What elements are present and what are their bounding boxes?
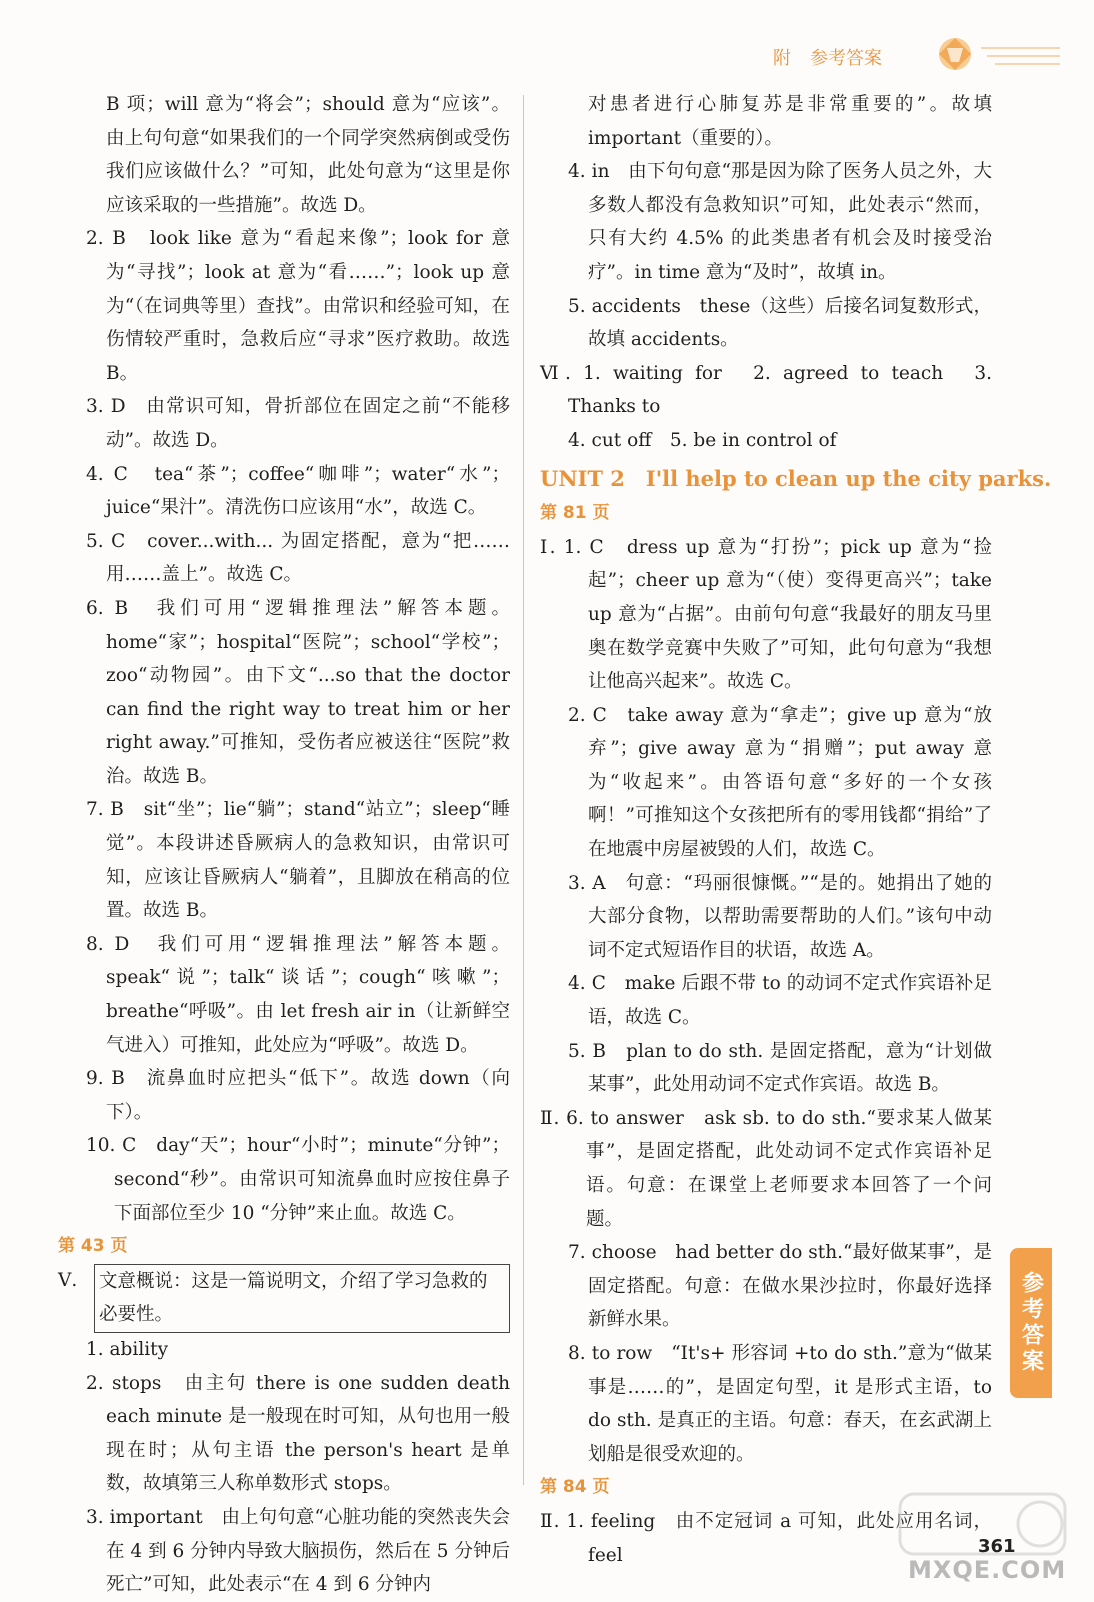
section-heading: 第 43 页 [58,1236,128,1257]
answer-item: 6. B 我们可用“逻辑推理法”解答本题。home“家”；hospital“医院”；school“学校”；zoo“动物园”。由下文“...so that the doctor can find the right way to treat him or her right away.”可推知，受伤者应被送往“医院”救治。故选 B。 [86,597,510,787]
answer-item: Ⅱ. 1. feeling 由不定冠词 a 可知，此处应用名词，feel [540,1510,992,1566]
answer-item: 7. choose had better do sth.“最好做某事”，是固定搭配。句意：在做水果沙拉时，你最好选择新鲜水果。 [568,1242,992,1331]
answer-item: 9. B 流鼻血时应把头“低下”。故选 down（向下）。 [86,1068,510,1123]
answer-item: 5. accidents these（这些）后接名词复数形式，故填 accidents。 [568,295,992,351]
answer-item: 10. C day“天”；hour“小时”；minute“分钟”；second“秒”。由常识可知流鼻血时应按住鼻子下面部位至少 10 “分钟”来止血。故选 C。 [86,1135,510,1224]
header-appendix-label: 附 [773,48,791,69]
answer-item: Ⅵ. 1. waiting for 2. agreed to teach 3. Thanks to [540,362,992,418]
answer-item: 3. D 由常识可知，骨折部位在固定之前“不能移动”。故选 D。 [86,396,510,451]
answer-item: 4. C make 后跟不带 to 的动词不定式作宾语补足语，故选 C。 [568,973,992,1029]
answer-item: 2. stops 由主句 there is one sudden death each minute 是一般现在时可知，从句也用一般现在时；从句主语 the person's heart 是单数，故填第三人称单数形式 stops。 [86,1372,510,1495]
answer-item: 4. C tea“茶”；coffee“咖啡”；water“水”；juice“果汁”。清洗伤口应该用“水”，故选 C。 [86,463,510,519]
answer-item: 5. B plan to do sth. 是固定搭配，意为“计划做某事”，此处用动词不定式作宾语。故选 B。 [568,1040,992,1096]
answer-item: 5. C cover...with... 为固定搭配，意为“把……用……盖上”。故选 C。 [86,530,510,586]
answer-item: 4. in 由下句句意“那是因为除了医务人员之外，大多数人都没有急救知识”可知，此处表示“然而，只有大约 4.5% 的此类患者有机会及时接受治疗”。in time 意为“及时”，故填 in。 [568,161,992,283]
column-divider [523,95,524,1485]
answer-item: 1. ability [86,1338,169,1360]
answer-item: 7. B sit“坐”；lie“躺”；stand“站立”；sleep“睡觉”。本段讲述昏厥病人的急救知识，由常识可知，应该让昏厥病人“躺着”，且脚放在稍高的位置。故选 B。 [86,799,510,922]
header-ornament-icon [925,30,1065,78]
answer-item: 对患者进行心肺复苏是非常重要的”。故填 important（重要的）。 [588,94,992,149]
summary-box [58,1264,510,1333]
header-title: 参考答案 [810,48,882,69]
answer-item: 3. important 由上句句意“心脏功能的突然丧失会在 4 到 6 分钟内导致大脑损伤，然后在 5 分钟后死亡”可知，此处表示“在 4 到 6 分钟内 [86,1506,510,1596]
summary-text: 文意概说：这是一篇说明文，介绍了学习急救的必要性。 [94,1264,510,1333]
answer-item: 8. D 我们可用“逻辑推理法”解答本题。speak“说”；talk“谈话”；cough“咳嗽”；breathe“呼吸”。由 let fresh air in（让新鲜空气进入）可推知，此处应为“呼吸”。故选 D。 [86,933,510,1056]
answer-item: 3. A 句意：“玛丽很慷慨。”“是的。她捐出了她的大部分食物，以帮助需要帮助的人们。”该句中动词不定式短语作目的状语，故选 A。 [568,872,992,961]
answer-item: B 项；will 意为“将会”；should 意为“应该”。由上句句意“如果我们的一个同学突然病倒或受伤我们应该做什么？”可知，此处句意为“这里是你应该采取的一些措施”。故选 D。 [106,94,510,216]
answer-item: 2. B look like 意为“看起来像”；look for 意为“寻找”；look at 意为“看……”；look up 意为“（在词典等里）查找”。由常识和经验可知，在伤情较严重时，急救后应“寻求”医疗救助。故选 B。 [86,228,510,384]
section-number: Ⅴ. [58,1269,78,1291]
unit-title: UNIT 2 I'll help to clean up the city parks. [540,465,1052,491]
answer-item: Ⅰ. 1. C dress up 意为“打扮”；pick up 意为“捡起”；cheer up 意为“（使）变得更高兴”；take up 意为“占据”。由前句句意“我最好的朋友马里奥在数学竞赛中失败了”可知，此句句意为“我想让他高兴起来”。故选 C。 [540,536,992,693]
section-heading: 第 81 页 [540,503,610,524]
left-column [58,88,510,1602]
watermark-text: MXQE.COM [908,1556,1067,1584]
side-tab-answers: 参考答案 [1010,1248,1052,1398]
answer-item: 4. cut off 5. be in control of [568,429,837,451]
section-heading: 第 84 页 [540,1477,610,1498]
page-number: 361 [978,1536,1016,1557]
answer-item: 2. C take away 意为“拿走”；give up 意为“放弃”；give away 意为“捐赠”；put away 意为“收起来”。由答语句意“多好的一个女孩啊！”可推知这个女孩把所有的零用钱都“捐给”了在地震中房屋被毁的人们，故选 C。 [568,704,992,861]
answer-item: Ⅱ. 6. to answer ask sb. to do sth.“要求某人做某事”，是固定搭配，此处动词不定式作宾语补足语。句意：在课堂上老师要求本回答了一个问题。 [540,1107,992,1230]
answer-item: 8. to row “It's+ 形容词 +to do sth.”意为“做某事是……的”，是固定句型，it 是形式主语，to do sth. 是真正的主语。句意：春天，在玄武湖上划船是很受欢迎的。 [568,1342,992,1465]
